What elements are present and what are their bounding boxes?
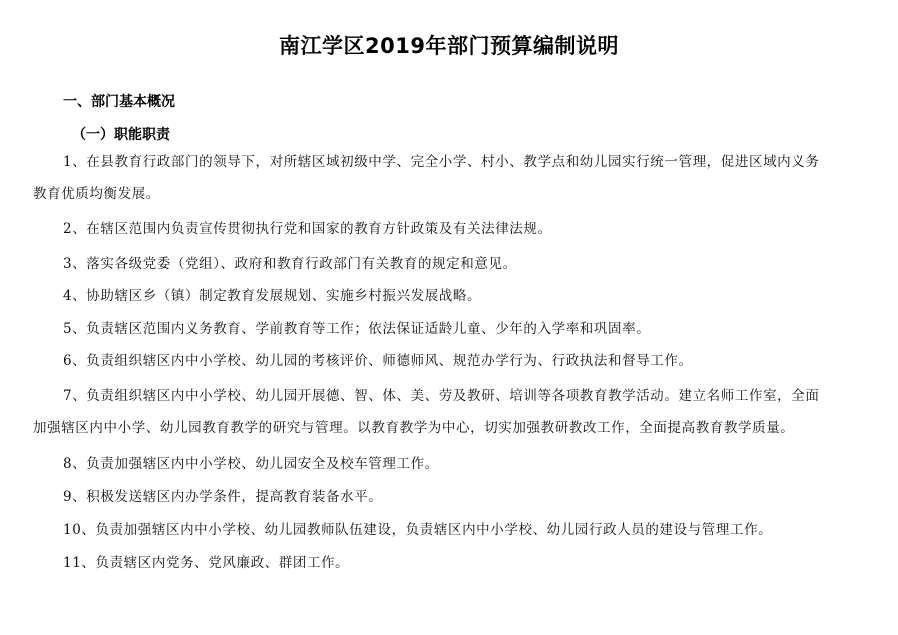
section-heading-basic-overview: 一、部门基本概况 xyxy=(63,94,175,110)
paragraph-line: 1、在县教育行政部门的领导下，对所辖区域初级中学、完全小学、村小、教学点和幼儿园实行统一管理，促进区域内义务 xyxy=(63,154,820,170)
list-item xyxy=(33,146,869,210)
paragraph-line: 10、负责加强辖区内中小学校、幼儿园教师队伍建设，负责辖区内中小学校、幼儿园行政人员的建设与管理工作。 xyxy=(63,522,773,538)
list-item xyxy=(33,280,869,312)
list-item xyxy=(33,213,869,245)
list-item xyxy=(33,481,869,513)
subsection-heading-functions: （一）职能职责 xyxy=(72,127,170,143)
paragraph-line: 8、负责加强辖区内中小学校、幼儿园安全及校车管理工作。 xyxy=(63,456,439,472)
paragraph-line: 7、负责组织辖区内中小学校、幼儿园开展德、智、体、美、劳及教研、培训等各项教育教学活动。建立名师工作室，全面 xyxy=(63,388,820,404)
list-item xyxy=(33,345,869,377)
list-item xyxy=(33,248,869,280)
paragraph-line: 6、负责组织辖区内中小学校、幼儿园的考核评价、师德师风、规范办学行为、行政执法和督导工作。 xyxy=(63,353,693,369)
paragraph-line: 加强辖区内中小学、幼儿园教育教学的研究与管理。以教育教学为中心，切实加强教研教改工作，全面提高教育教学质量。 xyxy=(33,420,795,436)
list-item xyxy=(33,514,869,546)
list-item xyxy=(33,313,869,345)
paragraph-line: 5、负责辖区范围内义务教育、学前教育等工作；依法保证适龄儿童、少年的入学率和巩固率。 xyxy=(63,321,651,337)
list-item xyxy=(33,448,869,480)
paragraph-line: 4、协助辖区乡（镇）制定教育发展规划、实施乡村振兴发展战略。 xyxy=(63,288,482,304)
paragraph-line: 3、落实各级党委（党组）、政府和教育行政部门有关教育的规定和意见。 xyxy=(63,256,517,272)
list-item xyxy=(33,547,869,579)
paragraph-line: 11、负责辖区内党务、党风廉政、群团工作。 xyxy=(63,555,350,571)
paragraph-line: 9、积极发送辖区内办学条件，提高教育装备水平。 xyxy=(63,489,383,505)
paragraph-line: 教育优质均衡发展。 xyxy=(33,186,160,202)
list-item xyxy=(33,380,869,444)
document-title: 南江学区2019年部门预算编制说明 xyxy=(279,34,619,58)
paragraph-line: 2、在辖区范围内负责宣传贯彻执行党和国家的教育方针政策及有关法律法规。 xyxy=(63,221,552,237)
